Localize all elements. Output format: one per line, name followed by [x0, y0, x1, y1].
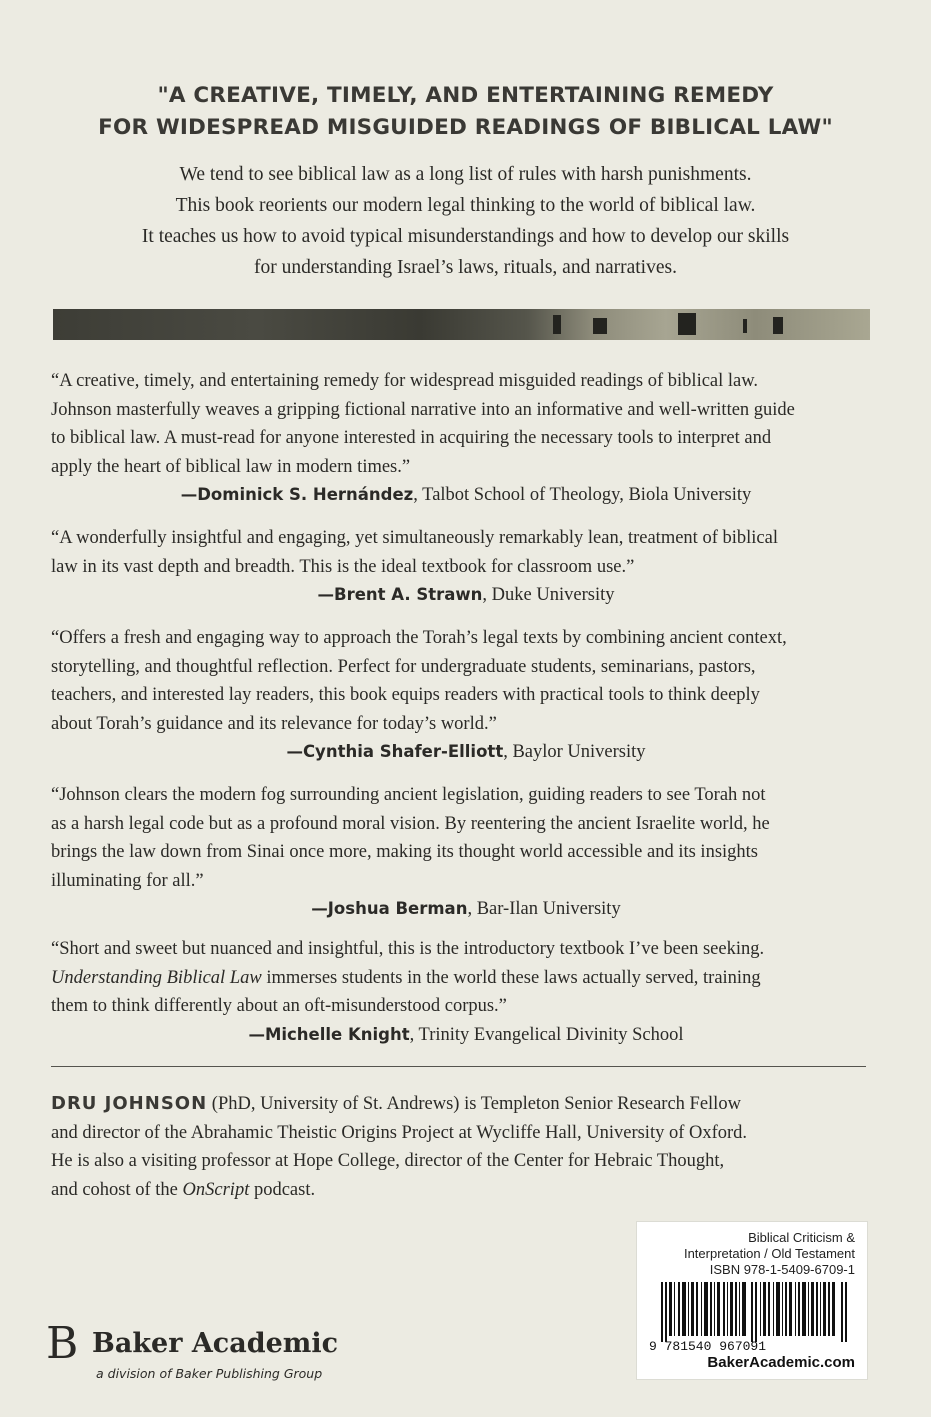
- quote-line: “Johnson clears the modern fog surrounding ancient legislation, guiding readers to see Torah not: [51, 785, 766, 805]
- bio-text: (PhD, University of St. Andrews) is Templeton Senior Research Fellow: [207, 1094, 741, 1114]
- attribution-dash: —: [317, 585, 335, 604]
- podcast-title: OnScript: [182, 1179, 250, 1200]
- headline-line-1: "A CREATIVE, TIMELY, AND ENTERTAINING REMEDY: [157, 83, 774, 108]
- quote-line: “Short and sweet but nuanced and insightful, this is the introductory textbook I’ve been seeking.: [51, 939, 765, 959]
- endorsement-quote: [51, 935, 881, 1049]
- attribution-dash: —: [311, 899, 328, 918]
- quote-attribution: [51, 481, 881, 510]
- publisher-division: a division of Baker Publishing Group: [96, 1366, 323, 1381]
- bio-line: [51, 1176, 881, 1205]
- category-line: Biblical Criticism &: [748, 1230, 855, 1245]
- category-line: Interpretation / Old Testament: [683, 1246, 855, 1261]
- quote-line: [51, 964, 881, 993]
- endorser-affiliation: , Baylor University: [503, 742, 646, 762]
- quote-line: about Torah’s guidance and its relevance for today’s world.”: [51, 713, 497, 734]
- barcode-label: [636, 1221, 868, 1380]
- bio-line: and director of the Abrahamic Theistic Origins Project at Wycliffe Hall, University of Oxford.: [51, 1122, 748, 1143]
- quote-line: storytelling, and thoughtful reflection. Perfect for undergraduate students, seminarians, pastors,: [51, 656, 756, 677]
- quote-attribution: [51, 1021, 881, 1050]
- attribution-dash: —: [180, 485, 198, 504]
- publisher-logo: [46, 1320, 346, 1390]
- quote-line: “A creative, timely, and entertaining remedy for widespread misguided readings of biblical law.: [51, 371, 759, 391]
- quote-line: to biblical law. A must-read for anyone interested in acquiring the necessary tools to interpret and: [51, 428, 772, 448]
- barcode-digits: 9 781540 967091: [649, 1339, 767, 1354]
- quote-line: illuminating for all.”: [51, 870, 204, 891]
- attribution-dash: —: [286, 742, 303, 761]
- endorser-name: Brent A. Strawn: [334, 585, 483, 604]
- quote-line: “Offers a fresh and engaging way to approach the Torah’s legal texts by combining ancient context,: [51, 628, 787, 648]
- bio-line: He is also a visiting professor at Hope College, director of the Center for Hebraic Thought,: [51, 1151, 725, 1171]
- publisher-website: BakerAcademic.com: [707, 1354, 855, 1371]
- headline: [0, 80, 931, 144]
- endorser-affiliation: , Duke University: [482, 585, 615, 605]
- author-name: DRU JOHNSON: [51, 1093, 208, 1114]
- quote-attribution: [51, 581, 881, 610]
- bio-text: podcast.: [249, 1179, 316, 1200]
- barcode-icon: [661, 1282, 851, 1342]
- quote-line: “A wonderfully insightful and engaging, yet simultaneously remarkably lean, treatment of biblical: [51, 528, 778, 548]
- baker-logo-icon: B: [46, 1318, 79, 1369]
- quote-line: apply the heart of biblical law in modern times.”: [51, 456, 411, 477]
- book-title: Understanding Biblical Law: [51, 967, 262, 988]
- headline-line-2: FOR WIDESPREAD MISGUIDED READINGS OF BIBLICAL LAW": [98, 115, 833, 140]
- quote-line: as a harsh legal code but as a profound moral vision. By reentering the ancient Israelite world, he: [51, 813, 770, 834]
- endorser-affiliation: , Bar-Ilan University: [467, 899, 621, 919]
- section-divider: [51, 1066, 866, 1067]
- intro-paragraph: [0, 159, 931, 283]
- endorsement-quote: [51, 524, 881, 610]
- endorser-name: Dominick S. Hernández: [197, 485, 414, 504]
- endorser-name: Michelle Knight: [264, 1024, 410, 1044]
- quote-line: them to think differently about an oft-misunderstood corpus.”: [51, 996, 507, 1016]
- quote-line: law in its vast depth and breadth. This is the ideal textbook for classroom use.”: [51, 556, 635, 577]
- quote-text: immerses students in the world these laws actually served, training: [261, 967, 761, 988]
- endorser-affiliation: , Trinity Evangelical Divinity School: [409, 1024, 684, 1045]
- intro-line: We tend to see biblical law as a long list of rules with harsh punishments.: [179, 164, 752, 185]
- subject-category: [684, 1230, 855, 1278]
- quote-line: brings the law down from Sinai once more, making its thought world accessible and its insights: [51, 842, 759, 862]
- endorser-name: Joshua Berman: [327, 899, 468, 918]
- author-bio: [51, 1090, 881, 1204]
- attribution-dash: —: [248, 1024, 265, 1044]
- quote-line: teachers, and interested lay readers, this book equips readers with practical tools to think deeply: [51, 685, 760, 705]
- isbn-text: ISBN 978-1-5409-6709-1: [709, 1262, 855, 1277]
- endorsement-quote: [51, 781, 881, 924]
- intro-line: for understanding Israel’s laws, rituals, and narratives.: [254, 257, 677, 278]
- endorser-affiliation: , Talbot School of Theology, Biola University: [413, 485, 752, 505]
- quote-attribution: [51, 738, 881, 767]
- publisher-name: Baker Academic: [92, 1328, 339, 1359]
- endorsement-quote: [51, 624, 881, 767]
- endorsement-quote: [51, 367, 881, 510]
- intro-line: It teaches us how to avoid typical misunderstandings and how to develop our skills: [141, 226, 790, 247]
- quote-attribution: [51, 895, 881, 924]
- quote-line: Johnson masterfully weaves a gripping fictional narrative into an informative and well-written guide: [51, 399, 795, 420]
- endorser-name: Cynthia Shafer-Elliott: [302, 742, 504, 761]
- decorative-banner-image: [53, 309, 870, 340]
- bio-text: and cohost of the: [51, 1179, 183, 1200]
- bio-line: [51, 1090, 881, 1119]
- intro-line: This book reorients our modern legal thinking to the world of biblical law.: [175, 195, 756, 216]
